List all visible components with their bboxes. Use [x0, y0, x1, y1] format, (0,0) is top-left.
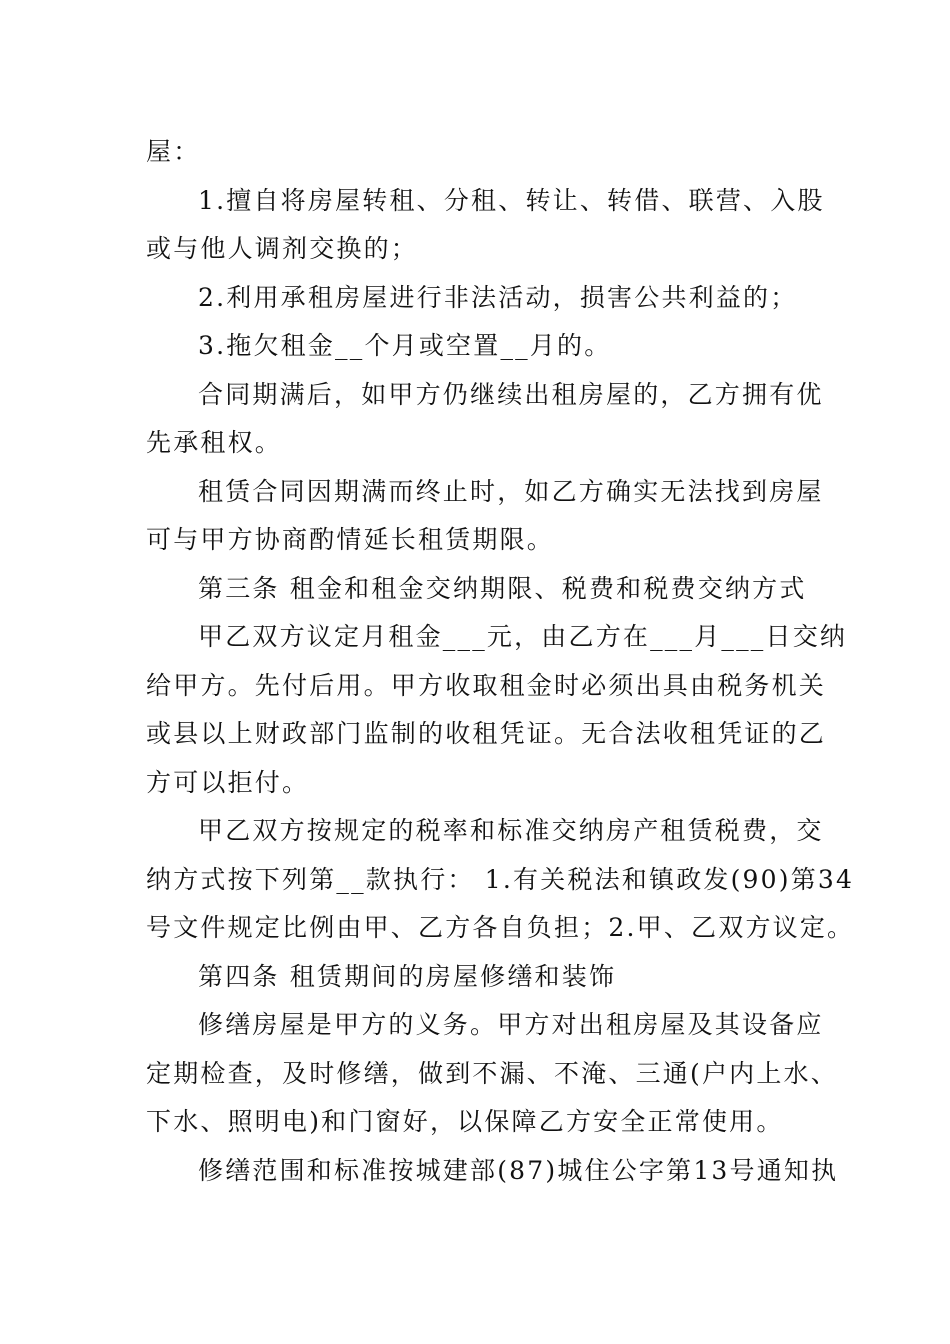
text-line-4: 2.利用承租房屋进行非法活动，损害公共利益的； — [198, 282, 798, 312]
text-line-13: 或县以上财政部门监制的收租凭证。无合法收租凭证的乙 — [146, 719, 827, 748]
text-line-15: 甲乙双方按规定的税率和标准交纳房产租赁税费，交 — [198, 816, 824, 845]
text-line-9: 可与甲方协商酌情延长租赁期限。 — [146, 525, 555, 554]
text-line-22: 修缮范围和标准按城建部(87)城住公字第13号通知执 — [198, 1155, 839, 1185]
text-line-19: 修缮房屋是甲方的义务。甲方对出租房屋及其设备应 — [198, 1010, 824, 1039]
section-heading-article-3: 第三条 租金和租金交纳期限、税费和税费交纳方式 — [198, 573, 807, 603]
text-line-8: 租赁合同因期满而终止时，如乙方确实无法找到房屋 — [198, 476, 824, 506]
text-line-11: 甲乙双方议定月租金___元，由乙方在___月___日交纳 — [198, 622, 848, 651]
text-line-7: 先承租权。 — [146, 428, 283, 457]
text-line-16: 纳方式按下列第__款执行： 1.有关税法和镇政发(90)第34 — [146, 864, 855, 894]
text-line-21: 下水、照明电)和门窗好，以保障乙方安全正常使用。 — [146, 1107, 784, 1136]
text-line-12: 给甲方。先付后用。甲方收取租金时必须出具由税务机关 — [146, 670, 827, 700]
text-line-14: 方可以拒付。 — [146, 767, 310, 797]
text-line-6: 合同期满后，如甲方仍继续出租房屋的，乙方拥有优 — [198, 379, 824, 409]
text-line-2: 1.擅自将房屋转租、分租、转让、转借、联营、入股 — [198, 185, 825, 215]
text-line-20: 定期检查，及时修缮，做到不漏、不淹、三通(户内上水、 — [146, 1058, 838, 1088]
text-line-17: 号文件规定比例由甲、乙方各自负担；2.甲、乙双方议定。 — [146, 913, 855, 942]
text-line-1: 屋： — [146, 137, 201, 166]
document-body — [146, 128, 855, 1195]
text-line-5: 3.拖欠租金__个月或空置__月的。 — [198, 331, 612, 360]
text-line-3: 或与他人调剂交换的； — [146, 234, 419, 263]
section-heading-article-4: 第四条 租赁期间的房屋修缮和装饰 — [198, 961, 617, 991]
